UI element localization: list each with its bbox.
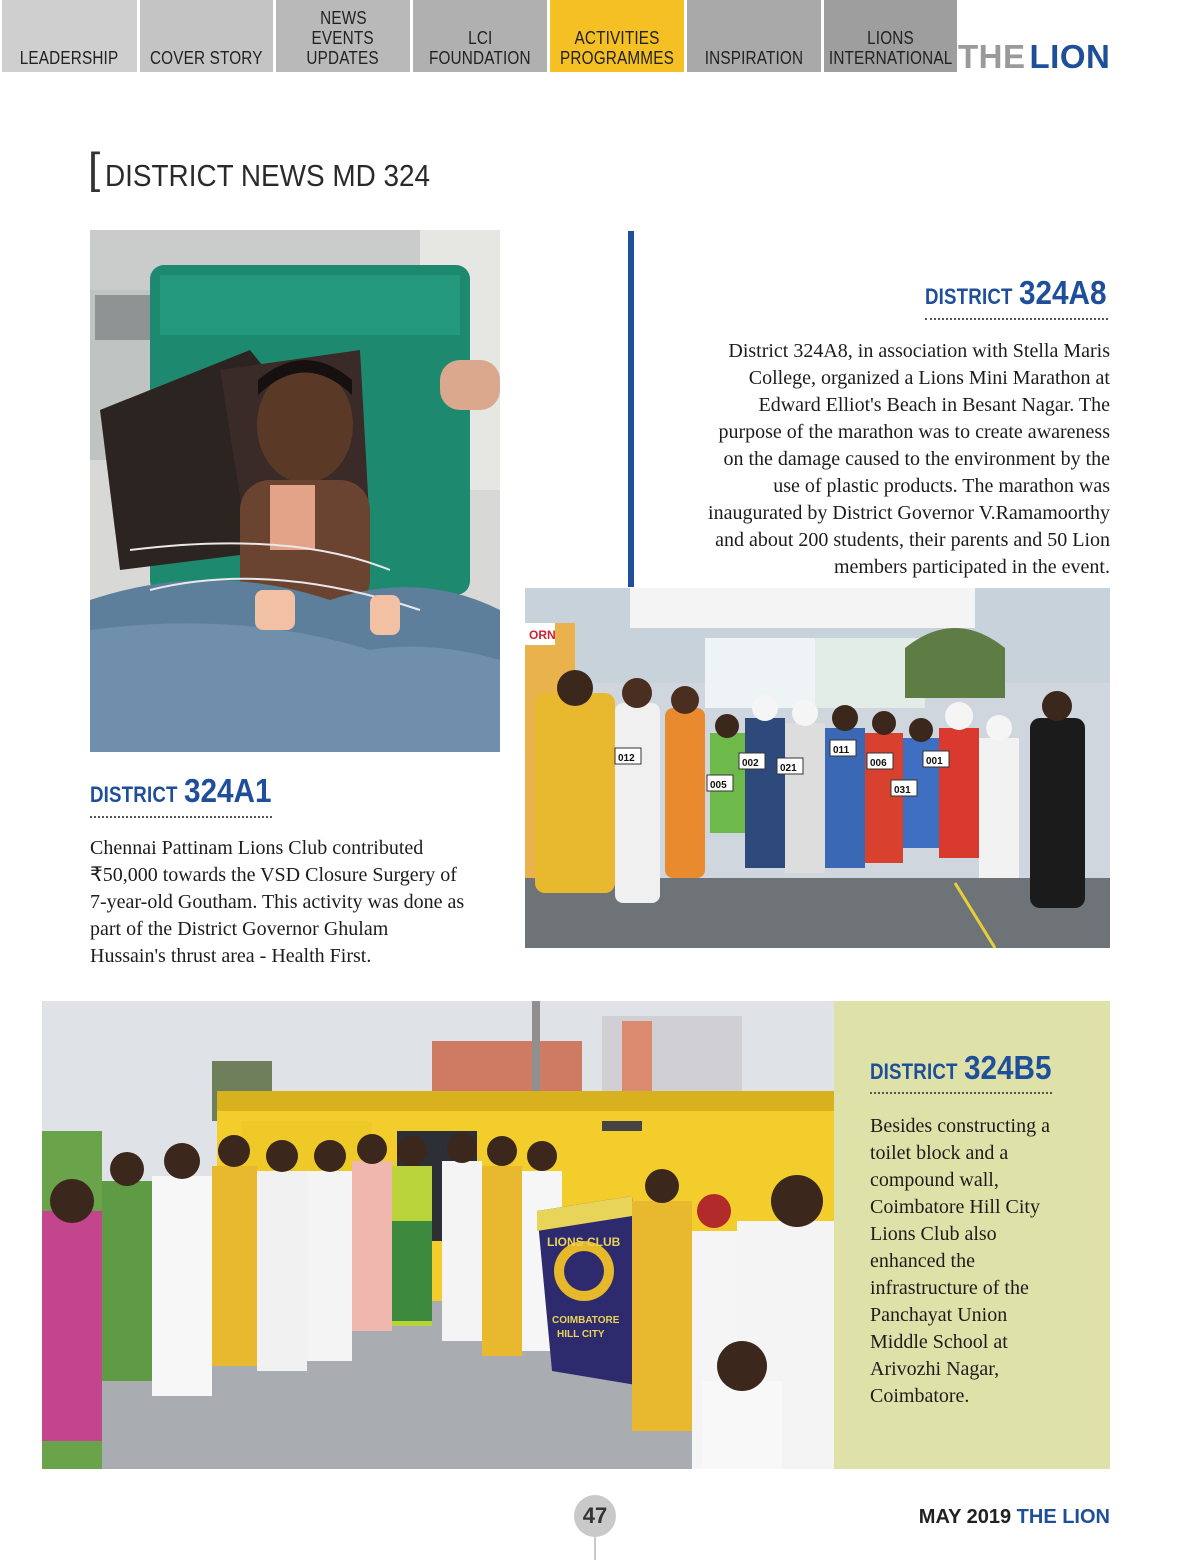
tab-label: UPDATES [306, 48, 380, 68]
banner-title: LIONS CLUB [547, 1235, 621, 1249]
tab-lci-foundation[interactable] [413, 0, 547, 72]
text-line: Chennai Pattinam Lions Club contributed [90, 837, 424, 859]
text-line: and about 200 students, their parents and 50 Lion [715, 529, 1110, 551]
tab-leadership[interactable] [2, 0, 137, 72]
page-number-stem [594, 1537, 596, 1560]
tab-inspiration[interactable] [687, 0, 821, 72]
tab-cover-story[interactable] [140, 0, 273, 72]
bib-number: 005 [710, 780, 727, 791]
tab-label: EVENTS [311, 28, 375, 48]
text-line: part of the District Governor Ghulam [90, 918, 389, 940]
footer-issue [919, 1506, 1110, 1529]
title-bracket: [ [88, 144, 101, 193]
text-line: on the damage caused to the environment by the [723, 448, 1110, 470]
text-line: purpose of the marathon was to create awareness [718, 421, 1110, 443]
district-number: 324A1 [183, 772, 272, 809]
tab-label: NEWS [319, 8, 367, 28]
bib-number: 031 [894, 785, 911, 796]
issue-date: MAY 2019 [918, 1506, 1012, 1528]
text-line: ₹50,000 towards the VSD Closure Surgery of [90, 864, 457, 886]
text-line: toilet block and a [870, 1142, 1009, 1164]
district-label: DISTRICT [90, 782, 178, 807]
magazine-brand[interactable] [958, 40, 1110, 74]
tab-label: COVER STORY [150, 48, 263, 68]
brand-lion: LION [1029, 38, 1111, 75]
tab-label: PROGRAMMES [560, 48, 674, 68]
bib-number: 001 [926, 756, 943, 767]
dotted-rule [925, 318, 1108, 320]
tab-label: INSPIRATION [704, 48, 804, 68]
text-line: compound wall, [870, 1169, 999, 1191]
tab-label: ACTIVITIES [574, 28, 660, 48]
bib-number: 012 [618, 753, 635, 764]
text-line: College, organized a Lions Mini Marathon at [748, 367, 1110, 389]
text-line: Panchayat Union [870, 1304, 1008, 1326]
banner-city: HILL CITY [557, 1329, 605, 1340]
tab-label: INTERNATIONAL [828, 48, 953, 68]
hospital-photo [90, 230, 500, 752]
banner-club: COIMBATORE [552, 1315, 620, 1326]
text-line: members participated in the event. [833, 556, 1110, 578]
text-line: Middle School at [870, 1331, 1008, 1353]
district-324a1-heading [90, 772, 281, 810]
tab-label: LCI [467, 28, 493, 48]
top-navigation [0, 0, 1200, 74]
text-line: Hussain's thrust area - Health First. [90, 945, 372, 967]
bib-number: 002 [742, 758, 759, 769]
text-line: Arivozhi Nagar, [870, 1358, 1000, 1380]
text-line: Besides constructing a [870, 1115, 1050, 1137]
tab-news-events-updates[interactable] [276, 0, 410, 72]
district-label: DISTRICT [925, 284, 1013, 309]
tab-label: FOUNDATION [429, 48, 531, 68]
district-number: 324A8 [1018, 274, 1107, 311]
magazine-name: THE LION [1016, 1506, 1110, 1528]
dotted-rule [90, 816, 272, 818]
district-number: 324B5 [963, 1049, 1052, 1086]
dotted-rule [870, 1092, 1052, 1094]
school-inauguration-photo [42, 1001, 834, 1469]
district-324a8-text [640, 338, 1110, 581]
text-line: inaugurated by District Governor V.Ramamoorthy [708, 502, 1110, 524]
text-line: Lions Club also [870, 1223, 997, 1245]
text-line: 7-year-old Goutham. This activity was done as [90, 891, 465, 913]
district-324a1-text [90, 835, 515, 970]
text-line: Edward Elliot's Beach in Besant Nagar. The [758, 394, 1110, 416]
text-line: Coimbatore. [870, 1385, 970, 1407]
accent-bar [628, 231, 634, 587]
page-number: 47 [574, 1495, 616, 1537]
text-line: District 324A8, in association with Stella Maris [728, 340, 1110, 362]
brand-the: THE [958, 38, 1026, 75]
district-324b5-text [870, 1113, 1100, 1410]
bib-number: 006 [870, 758, 887, 769]
text-line: use of plastic products. The marathon was [773, 475, 1110, 497]
text-line: enhanced the [870, 1250, 975, 1272]
district-label: DISTRICT [870, 1059, 958, 1084]
bib-number: 011 [833, 745, 850, 756]
banner-sign-text: ORN [529, 628, 556, 642]
tab-activities-programmes[interactable] [550, 0, 684, 72]
text-line: infrastructure of the [870, 1277, 1029, 1299]
text-line: Coimbatore Hill City [870, 1196, 1040, 1218]
section-title-text: DISTRICT NEWS MD 324 [105, 158, 431, 193]
district-324b5-heading [870, 1049, 1061, 1087]
tab-label: LIONS [867, 28, 914, 48]
tab-lions-international[interactable] [824, 0, 957, 72]
bib-number: 021 [780, 763, 797, 774]
district-324a8-heading [925, 274, 1116, 312]
marathon-photo [525, 588, 1110, 948]
tab-label: LEADERSHIP [20, 48, 119, 68]
